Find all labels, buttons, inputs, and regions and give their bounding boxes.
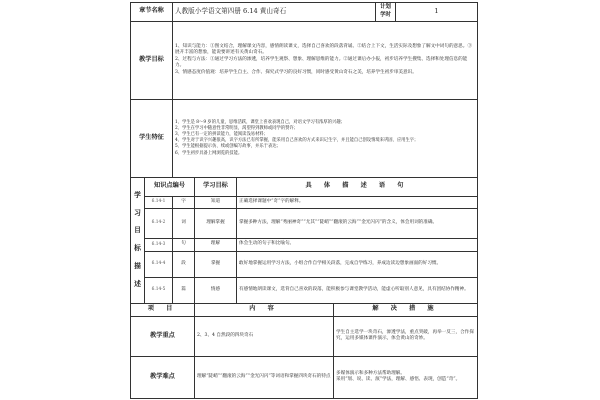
focus-measures: 学生自主选学一块奇石，渗透学法，重点突破，再举一反三，合作探究，运用多媒体课件演示，体会黄山的奇妙。 [334, 316, 478, 356]
kp-code: 6.14-1 [145, 196, 173, 208]
kp-code: 6.14-2 [145, 208, 173, 238]
kp-code-header: 知识点编号 [145, 177, 195, 196]
kp-goal: 理解 [195, 238, 237, 251]
kp-row [131, 277, 478, 303]
hours-label: 计划学时 [376, 3, 396, 22]
hours-value: 1 [396, 3, 478, 22]
lesson-plan-table [130, 2, 478, 399]
header-row [131, 3, 478, 22]
objective-line: 3、情感态度价值观：培养学生自主、合作、探究式学习的良好习惯，同时感受黄山奇石之美，培养学生初步审美意识。 [175, 70, 417, 76]
difficulty-measures [334, 356, 478, 398]
kp-tag: 段 [173, 251, 195, 277]
difficulty-measure-line: 采用“划、说、读、演”学法，理解、感悟、表现，创造“奇”。 [336, 377, 461, 383]
trait-line: 5、学生能根据提示仿、续或创编写故事，并乐于表达； [175, 144, 281, 150]
kp-row [131, 251, 478, 277]
chapter-value: 人教版小学语文第四册 6.14 黄山奇石 [173, 3, 376, 22]
trait-line: 4、学生对于识字兴趣很高，识字方法已有所掌握，能采用自己喜欢的方式来识记生字，并且能自己创设情境来巩固、应用生字； [175, 138, 419, 144]
objective-line: 1、知识与能力：①图文结合，理解课文内容，感情朗读课文，选择自己喜欢的段落背诵。②结合上下文，生活实际及想象了解文中词句的意思。③展开丰富的想象，能说要讲述有关黄山奇石。 [175, 43, 472, 56]
objectives-label: 教学目标 [131, 21, 173, 99]
kp-row [131, 208, 478, 238]
kp-tag: 句 [173, 238, 195, 251]
kp-desc: 体会生动的句子和比喻句。 [237, 238, 478, 251]
difficulty-row [131, 356, 478, 398]
kp-row [131, 196, 478, 208]
kp-goal-header: 学习目标 [195, 177, 237, 196]
kp-goal: 掌握 [195, 251, 237, 277]
kp-row [131, 238, 478, 251]
item-header: 项 目 [131, 303, 195, 316]
chapter-label: 章节名称 [131, 3, 173, 22]
kp-tag: 词 [173, 208, 195, 238]
trait-line: 3、学生已有一定的拼读能力，能阅读浅易材料； [175, 131, 268, 137]
focus-label: 教学重点 [131, 316, 195, 356]
objectives-row [131, 21, 478, 99]
kp-tag: 篇 [173, 277, 195, 303]
traits-row [131, 99, 478, 177]
kp-goal: 理解掌握 [195, 208, 237, 238]
focus-row [131, 316, 478, 356]
traits-label: 学生特征 [131, 99, 173, 177]
trait-line: 1、学生是 8～9 岁的儿童，思维活跃，课堂上喜欢表现自己，对语文学习有浓厚的兴趣； [175, 119, 345, 125]
bottom-header-row [131, 303, 478, 316]
kp-goal: 情感 [195, 277, 237, 303]
objectives-text [173, 21, 478, 99]
kp-side-label: 学 习 目 标 描 述 [131, 177, 145, 303]
difficulty-label: 教学难点 [131, 356, 195, 398]
objective-line: 2、过程与方法：①通过学习方法的渗透，培养学生观察、想象、理解思维的能力。②通过课后办小报，初步培养学生搜集、选择和处理信息的能力。 [175, 56, 468, 69]
kp-code: 6.14-5 [145, 277, 173, 303]
kp-tag: 字 [173, 196, 195, 208]
kp-desc-header: 具 体 描 述 语 句 [237, 177, 478, 196]
kp-code: 6.14-3 [145, 238, 173, 251]
measures-header: 解 决 措 施 [334, 303, 478, 316]
difficulty-content: 理解“陡峭”“翻滚的云海”“金光闪闪”等词语和掌握四块奇石的特点 [195, 356, 334, 398]
kp-goal: 知道 [195, 196, 237, 208]
kp-desc: 有感情地朗读课文，选背自己喜欢的段落，能积极参与课堂教学活动，能虚心听取别人意见，具有团结协作精神。 [237, 277, 478, 303]
kp-header-row [131, 177, 478, 196]
trait-line: 2、学生在学习中随意性非常明显，渴望得到教师或同学的赞许； [175, 125, 299, 131]
kp-desc: 正确选择课题中“奇”字的解释。 [237, 196, 478, 208]
kp-desc: 掌握多种方法，理解“秀丽神奇”“尤其”“陡峭”“翻滚的云海”“金光闪闪”的含义，体会用词的准确。 [237, 208, 478, 238]
kp-code: 6.14-4 [145, 251, 173, 277]
focus-content: 2、3、4 自然段的四块奇石 [195, 316, 334, 356]
kp-desc: 敢好地掌握运用学习方法，小组合作自学相关段落，完成自学练习，养成边读边想象画面的好习惯。 [237, 251, 478, 277]
trait-line: 6、学生初步具备上网浏览的技能。 [175, 150, 243, 156]
difficulty-measure-line: 多媒体演示和多种方法帮助理解。 [336, 370, 405, 376]
traits-text [173, 99, 478, 177]
content-header: 内 容 [195, 303, 334, 316]
